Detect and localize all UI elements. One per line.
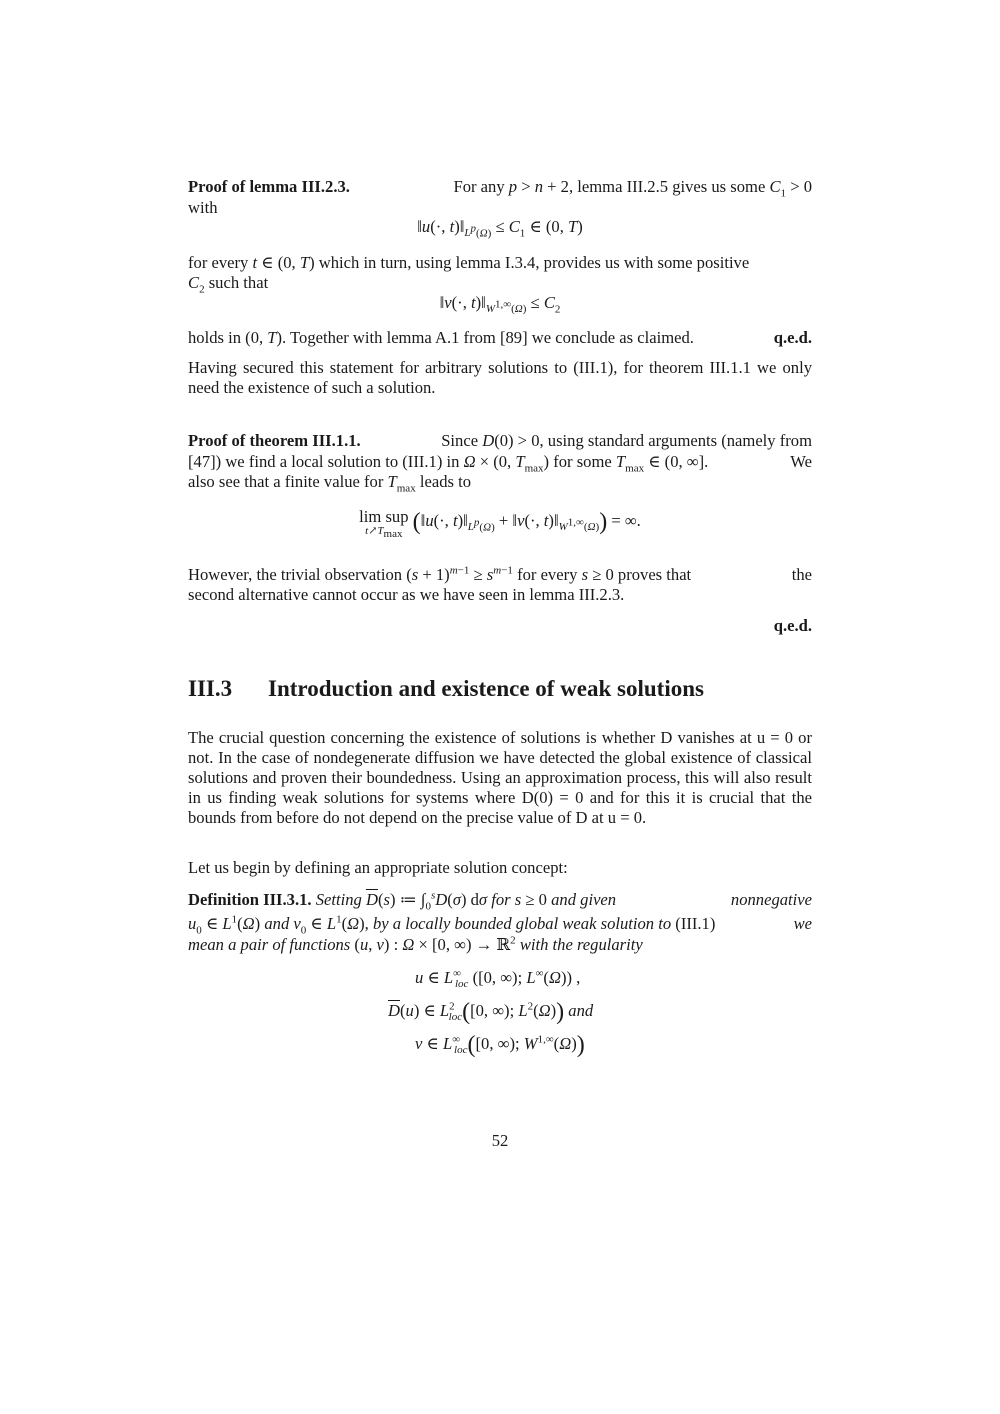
proof-lemma-equation-1: ‖u(·, $t)‖_{L^p(\Omega)} \le C_1$ ∈ (0, T) [417,217,583,240]
section-heading [188,674,828,704]
proof-theorem-qed: q.e.d. [773,616,812,635]
definition-equation-3: v ∈ $L^\infty_{loc}([0$, ∞); $W^{1,\infty}(\Omega)$) [415,1032,585,1058]
paragraph-crucial-question: The crucial question concerning the existence of solutions is whether D vanishes at u = 0 or not. In the case of nondegenerate diffusion we have detected the global existence of classical solutions and proven their boundedness. Using an approximation process, this will also result in us finding weak solutions for systems where D(0) = 0 and for this it is crucial that the bounds from before do not depend on the precise value of D at u = 0. [188,728,812,827]
proof-theorem-line4: However, the trivial observation $(s + 1)^{m-1} \ge s^{m-1}$ for every s ≥ 0 proves that the [188,564,812,584]
proof-theorem-line2: [47]) we find a local solution to (III.1) in Ω × (0, $T_{max}$) for some $T_{max}$ ∈ (0, ∞]. We [188,452,812,475]
section-title: Introduction and existence of weak solutions [268,676,704,701]
definition-equation-2: $\overline{D}(u)$ ∈ $L^2_{loc}([0$, ∞); $L^2(\Omega)$) and [388,999,594,1025]
proof-lemma-line5: holds in (0, T). Together with lemma A.1 from [89] we conclude as claimed. q.e.d. [188,328,812,347]
proof-theorem-line1: Since D(0) > 0, using standard arguments (namely from [441,431,812,450]
proof-lemma-heading: Proof of lemma III.2.3. [188,177,350,196]
definition-equation-1: u ∈ $L^\infty_{loc}$ ([0, ∞); L∞(Ω)) , [415,967,581,991]
page-number: 52 [491,1131,509,1150]
paragraph-secured-statement: Having secured this statement for arbitrary solutions to (III.1), for theorem III.1.1 we only need the existence of such a solution. [188,358,812,397]
definition-line3: mean a pair of functions (u, v) : Ω × [0, ∞) → ℝ$^2$ with the regularity [188,934,643,954]
proof-theorem-heading: Proof of theorem III.1.1. [188,431,361,450]
proof-theorem-first-line [188,431,812,451]
paragraph-begin-defining: Let us begin by defining an appropriate solution concept: [188,858,568,877]
section-number: III.3 [188,676,233,701]
proof-theorem-line5: second alternative cannot occur as we have seen in lemma III.2.3. [188,585,625,604]
proof-lemma-equation-2: ‖v(·, $t)‖_{W^{1,\infty}(\Omega)} \le C_2$ [439,293,561,316]
definition-first-line: Definition III.3.1. Setting $\overline{D}(s)$ ≔ $\int_0^sD(\sigma)$ dσ for s ≥ 0 and given nonnegative [188,889,812,913]
proof-lemma-first-line [188,177,812,200]
limsup-operator: lim sup $t↗T_{max}$ [359,507,409,541]
proof-theorem-line3: also see that a finite value for $T_{max}$ leads to [188,472,472,495]
proof-lemma-line4: $C_2$ such that [188,273,269,296]
proof-lemma-line3: for every t ∈ (0, T) which in turn, using lemma I.3.4, provides us with some positive [188,253,750,272]
proof-lemma-qed: q.e.d. [773,328,812,347]
definition-heading: Definition III.3.1. [188,890,312,909]
proof-lemma-line1: For any p > n + 2, lemma III.2.5 gives us some $C_1 > 0$ [453,177,812,200]
definition-line2: $u_0$ ∈ $L^1(\Omega)$ and $v_0$ ∈ $L^1(\Omega)$, by a locally bounded global weak solution to (III.1) we [188,913,812,937]
proof-lemma-line2: with [188,198,218,217]
proof-theorem-equation: lim sup $t↗T_{max}$ (‖u(·, $t)‖_{L^p(\Omega)}$ + ‖v(·, $t)‖_{W^{1,\infty}(\Omega)}$) = ∞. [359,507,641,541]
